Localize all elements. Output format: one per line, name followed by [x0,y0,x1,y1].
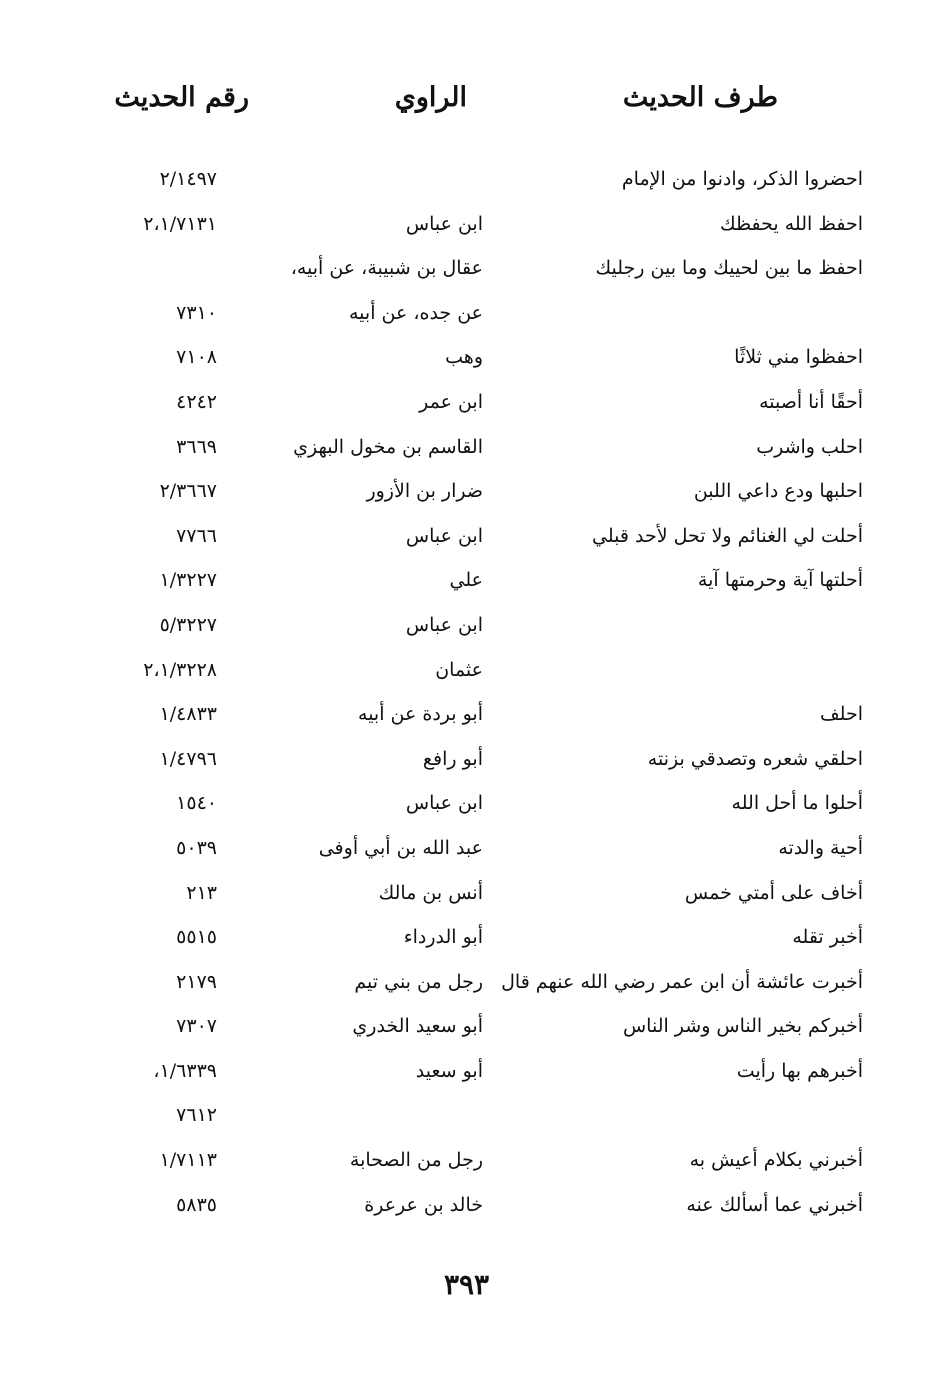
hadith-cell: أخبرني عما أسألك عنه [686,1193,863,1216]
table-row [0,559,933,604]
hadith-cell: احلب واشرب [756,435,863,458]
hadith-cell: احلقي شعره وتصدقي بزنته [647,747,863,770]
hadith-cell: احضروا الذكر، وادنوا من الإمام [621,168,863,190]
header-narrator: الراوي [394,82,467,113]
narrator-cell: عبد الله بن أبي أوفى [318,836,483,859]
hadith-cell: أحقًا أنا أصبته [759,390,863,413]
table-row [0,1050,933,1095]
hadith-cell: أخبركم بخير الناس وشر الناس [622,1015,863,1038]
table-row [0,738,933,783]
page-number: ٣٩٣ [443,1268,490,1301]
narrator-cell: عثمان [435,658,483,681]
table-row [0,961,933,1006]
number-cell: ١/٣٢٢٧ [159,569,217,592]
table-row [0,827,933,872]
narrator-cell: ابن عباس [405,524,483,547]
table-row [0,203,933,248]
narrator-cell: ابن عباس [405,212,483,235]
number-cell: ٢١٣ [186,881,217,904]
hadith-index-table [0,158,933,1228]
number-cell: ٧١٠٨ [176,346,217,369]
hadith-cell: أخبرت عائشة أن ابن عمر رضي الله عنهم قال [501,970,863,993]
table-row [0,470,933,515]
hadith-cell: أحلوا ما أحل الله [731,792,863,815]
narrator-cell: ابن عباس [405,792,483,815]
table-row [0,158,933,203]
table-row [0,292,933,337]
header-number: رقم الحديث [114,82,249,113]
hadith-cell: احلبها ودع داعي اللبن [693,480,863,503]
narrator-cell: رجل من الصحابة [349,1149,483,1172]
number-cell: ١/٤٨٣٣ [159,703,217,726]
number-cell: ٣٦٦٩ [176,435,217,458]
number-cell: ٢١٧٩ [176,970,217,993]
table-row [0,247,933,292]
table-row [0,426,933,471]
number-cell: ٢،١/٧١٣١ [143,212,217,235]
narrator-cell: عقال بن شبيبة، عن أبيه، [290,257,483,280]
narrator-cell: أبو بردة عن أبيه [358,703,483,726]
narrator-cell: أبو الدرداء [403,926,483,949]
narrator-cell: وهب [445,346,483,369]
number-cell: ٤٢٤٢ [176,390,217,413]
table-row [0,872,933,917]
hadith-cell: أخبر تقله [792,926,863,949]
hadith-cell: احلف [820,703,863,726]
narrator-cell: أبو سعيد [415,1059,483,1082]
hadith-cell: أحلتها آية وحرمتها آية [697,569,863,592]
hadith-cell: أحلت لي الغنائم ولا تحل لأحد قبلي [592,524,863,547]
number-cell: ٧٣٠٧ [176,1015,217,1038]
number-cell: ١/٧١١٣ [159,1149,217,1172]
hadith-cell: أخاف على أمتي خمس [684,881,863,904]
table-row [0,693,933,738]
table-row [0,916,933,961]
table-row [0,515,933,560]
hadith-cell: أخبرهم بها رأيت [736,1059,863,1082]
table-row [0,1005,933,1050]
number-cell: ٢/٣٦٦٧ [159,480,217,503]
narrator-cell: علي [449,569,483,592]
hadith-cell: احفظ الله يحفظك [719,212,863,235]
number-cell: ٥٨٣٥ [176,1193,217,1216]
table-row [0,336,933,381]
narrator-cell: ضرار بن الأزور [366,480,483,503]
number-cell: ٧٧٦٦ [176,524,217,547]
table-row [0,649,933,694]
narrator-cell: ابن عمر [419,390,483,413]
number-cell: ٢/١٤٩٧ [159,168,217,190]
hadith-cell: أخبرني بكلام أعيش به [689,1149,863,1172]
table-row [0,1139,933,1184]
table-row [0,782,933,827]
number-cell: ٧٦١٢ [176,1104,217,1127]
narrator-cell: أنس بن مالك [378,881,483,904]
number-cell: ٥٥١٥ [176,926,217,949]
table-row [0,381,933,426]
table-row [0,604,933,649]
table-row [0,1184,933,1229]
narrator-cell: خالد بن عرعرة [364,1193,483,1216]
narrator-cell: رجل من بني تيم [354,970,483,993]
number-cell: ١/٦٣٣٩، [153,1059,217,1082]
narrator-cell: أبو سعيد الخدري [352,1015,483,1038]
narrator-cell: ابن عباس [405,613,483,636]
number-cell: ٥٠٣٩ [176,836,217,859]
hadith-cell: أحية والدته [778,836,863,859]
narrator-cell: أبو رافع [422,747,483,770]
number-cell: ٧٣١٠ [176,301,217,324]
table-row [0,1094,933,1139]
number-cell: ٢،١/٣٢٢٨ [143,658,217,681]
narrator-cell: عن جده، عن أبيه [348,301,483,324]
number-cell: ٥/٣٢٢٧ [159,613,217,636]
number-cell: ١٥٤٠ [176,792,217,815]
table-header [0,82,933,122]
narrator-cell: القاسم بن مخول البهزي [293,435,483,458]
hadith-cell: احفظوا مني ثلاثًا [734,346,863,369]
hadith-cell: احفظ ما بين لحييك وما بين رجليك [595,257,863,280]
number-cell: ١/٤٧٩٦ [159,747,217,770]
header-hadith: طرف الحديث [622,82,778,113]
